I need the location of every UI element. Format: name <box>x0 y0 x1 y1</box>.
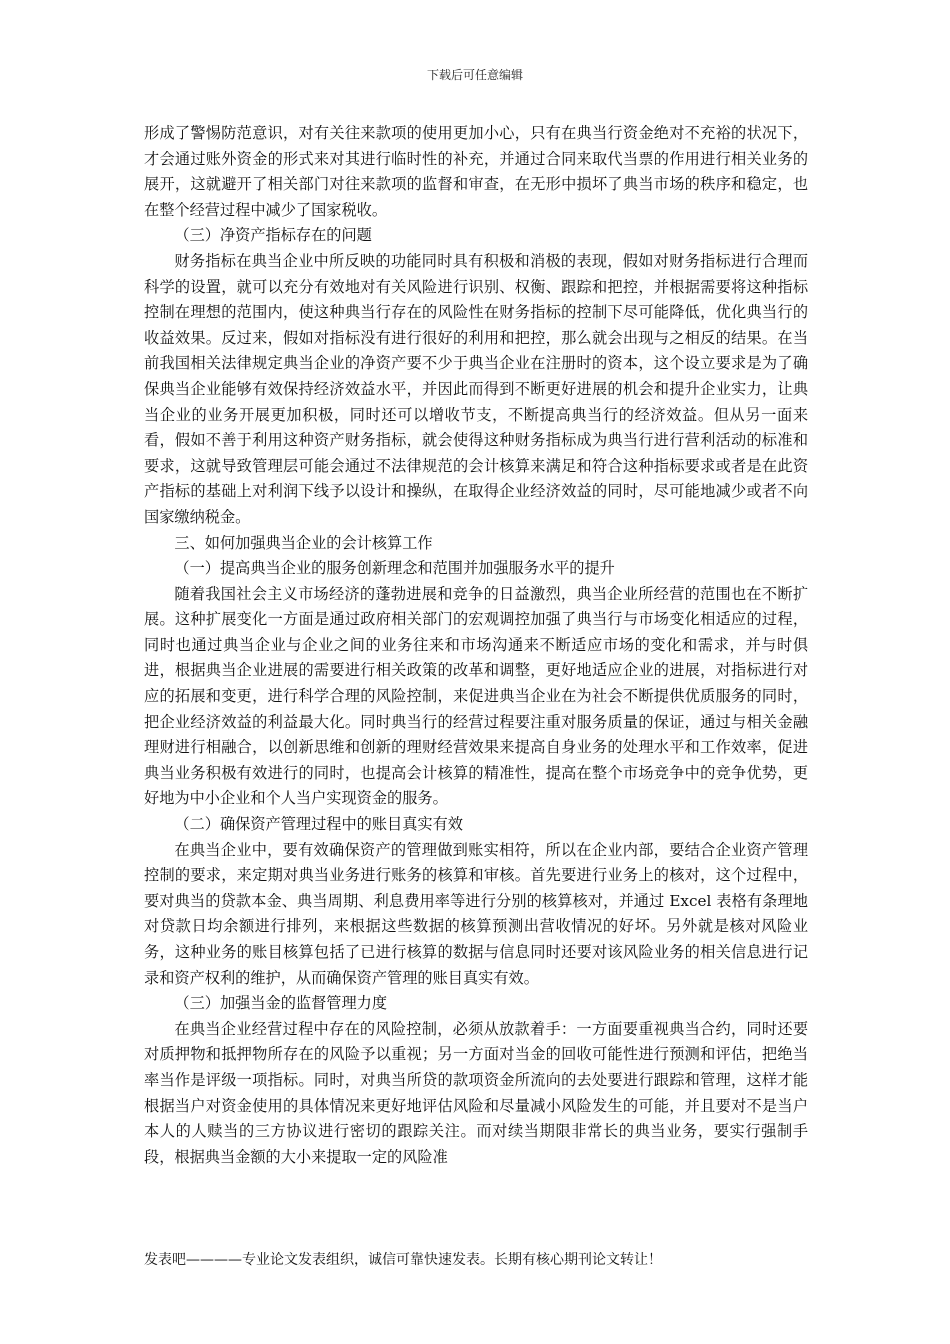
paragraph: 在典当企业经营过程中存在的风险控制，必须从放款着手：一方面要重视典当合约，同时还要对质押物和抵押物所存在的风险予以重视；另一方面对当金的回收可能性进行预测和评估，把绝当率当作是评级一项指标。同时，对典当所贷的款项资金所流向的去处要进行跟踪和管理，这样才能根据当户对资金使用的具体情况来更好地评估风险和尽量减小风险发生的可能，并且要对不是当户本人的人赎当的三方协议进行密切的跟踪关注。而对续当期限非常长的典当业务，要实行强制手段，根据典当金额的大小来提取一定的风险准 <box>144 1019 808 1166</box>
chapter-heading: 三、如何加强典当企业的会计核算工作 <box>174 533 433 552</box>
paragraph-continuation: 形成了警惕防范意识，对有关往来款项的使用更加小心，只有在典当行资金绝对不充裕的状况下，才会通过账外资金的形式来对其进行临时性的补充，并通过合同来取代当票的作用进行相关业务的展开，这就避开了相关部门对往来款项的监督和审查，在无形中损坏了典当市场的秩序和稳定，也在整个经营过程中减少了国家税收。 <box>144 124 808 219</box>
article-body <box>144 121 808 1170</box>
section-heading: （三）净资产指标存在的问题 <box>174 226 372 245</box>
paragraph: 随着我国社会主义市场经济的蓬勃进展和竞争的日益激烈，典当企业所经营的范围也在不断扩展。这种扩展变化一方面是通过政府相关部门的宏观调控加强了典当行与市场变化相适应的过程，同时也通过典当企业与企业之间的业务往来和市场沟通来不断适应市场的变化和需求，并与时俱进，根据典当企业进展的需要进行相关政策的改革和调整，更好地适应企业的进展，对指标进行对应的拓展和变更，进行科学合理的风险控制，来促进典当企业在为社会不断提供优质服务的同时，把企业经济效益的利益最大化。同时典当行的经营过程要注重对服务质量的保证，通过与相关金融理财进行相融合，以创新思维和创新的理财经营效果来提高自身业务的处理水平和工作效率，促进典当业务积极有效进行的同时，也提高会计核算的精准性，提高在整个市场竞争中的竞争优势，更好地为中小企业和个人当户实现资金的服务。 <box>144 584 808 808</box>
section-heading: （一）提高典当企业的服务创新理念和范围并加强服务水平的提升 <box>174 559 615 578</box>
section-heading: （二）确保资产管理过程中的账目真实有效 <box>174 815 463 834</box>
paragraph: 在典当企业中，要有效确保资产的管理做到账实相符，所以在企业内部，要结合企业资产管理控制的要求，来定期对典当业务进行账务的核算和审核。首先要进行业务上的核对，这个过程中，要对典当的贷款本金、典当周期、利息费用率等进行分别的核算核对，并通过 Excel 表格有条理地对贷款日均余额进行排列，来根据这些数据的核算预测出营收情况的好坏。另外就是核对风险业务，这种业务的账目核算包括了已进行核算的数据与信息同时还要对该风险业务的相关信息进行记录和资产权利的维护，从而确保资产管理的账目真实有效。 <box>144 840 808 987</box>
section-heading: （三）加强当金的监督管理力度 <box>174 994 388 1013</box>
paragraph: 财务指标在典当企业中所反映的功能同时具有积极和消极的表现，假如对财务指标进行合理而科学的设置，就可以充分有效地对有关风险进行识别、权衡、跟踪和把控，并根据需要将这种指标控制在理想的范围内，使这种典当行存在的风险性在财务指标的控制下尽可能降低，优化典当行的收益效果。反过来，假如对指标没有进行很好的利用和把控，那么就会出现与之相反的结果。在当前我国相关法律规定典当企业的净资产要不少于典当企业在注册时的资本，这个设立要求是为了确保典当企业能够有效保持经济效益水平，并因此而得到不断更好进展的机会和提升企业实力，让典当企业的业务开展更加积极，同时还可以增收节支，不断提高典当行的经济效益。但从另一面来看，假如不善于利用这种资产财务指标，就会使得这种财务指标成为典当行进行营利活动的标准和要求，这就导致管理层可能会通过不法律规范的会计核算来满足和符合这种指标要求或者是在此资产指标的基础上对利润下线予以设计和操纵，在取得企业经济效益的同时，尽可能地减少或者不向国家缴纳税金。 <box>144 251 808 526</box>
page-header: 下载后可任意编辑 <box>426 68 523 82</box>
page-footer: 发表吧————专业论文发表组织，诚信可靠快速发表。长期有核心期刊论文转让！ <box>144 1252 662 1268</box>
